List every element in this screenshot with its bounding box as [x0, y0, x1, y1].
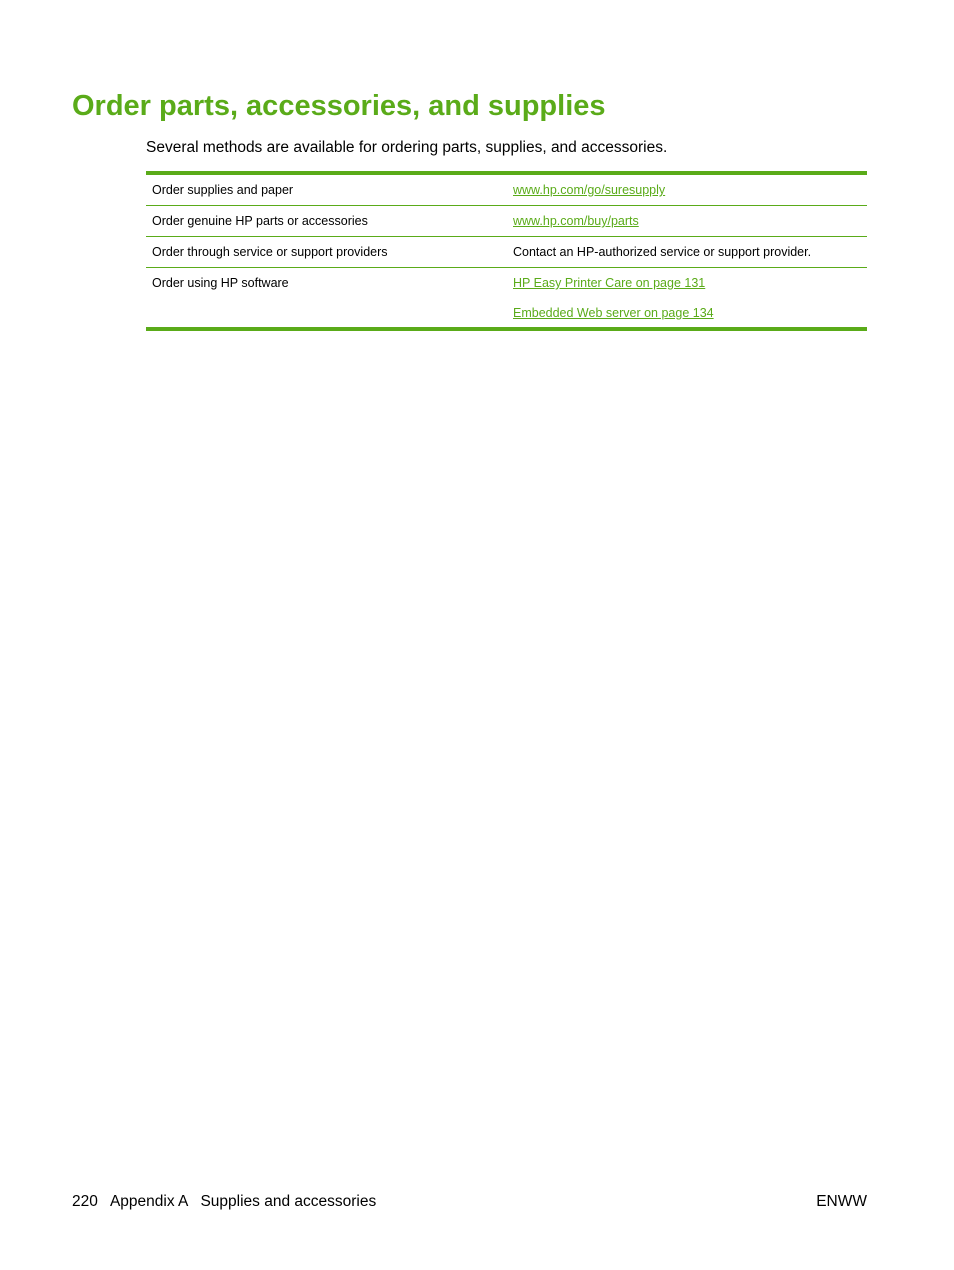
embedded-web-server-link[interactable]: Embedded Web server on page 134	[513, 306, 714, 320]
table-row	[146, 206, 867, 237]
buy-parts-link[interactable]: www.hp.com/buy/parts	[513, 214, 639, 228]
source-cell: Contact an HP-authorized service or support provider.	[513, 245, 812, 259]
method-cell: Order supplies and paper	[152, 183, 294, 197]
page-footer-locale: ENWW	[816, 1193, 867, 1210]
method-cell: Order genuine HP parts or accessories	[152, 214, 368, 228]
footer-section: Appendix A Supplies and accessories	[109, 1193, 377, 1210]
order-methods-table	[146, 171, 867, 331]
method-cell: Order through service or support providers	[152, 245, 388, 259]
source-cell	[507, 268, 867, 327]
table-row	[146, 237, 867, 268]
page-number: 220	[72, 1193, 98, 1210]
page-footer-left	[72, 1193, 376, 1211]
source-cell	[507, 206, 867, 236]
suresupply-link[interactable]: www.hp.com/go/suresupply	[513, 183, 666, 197]
table-row	[146, 175, 867, 206]
method-cell: Order using HP software	[152, 276, 289, 290]
source-cell	[507, 175, 867, 205]
page-title: Order parts, accessories, and supplies	[72, 90, 606, 122]
easy-printer-care-link[interactable]: HP Easy Printer Care on page 131	[513, 276, 706, 290]
table-row	[146, 268, 867, 327]
intro-paragraph: Several methods are available for ordering parts, supplies, and accessories.	[146, 139, 668, 156]
